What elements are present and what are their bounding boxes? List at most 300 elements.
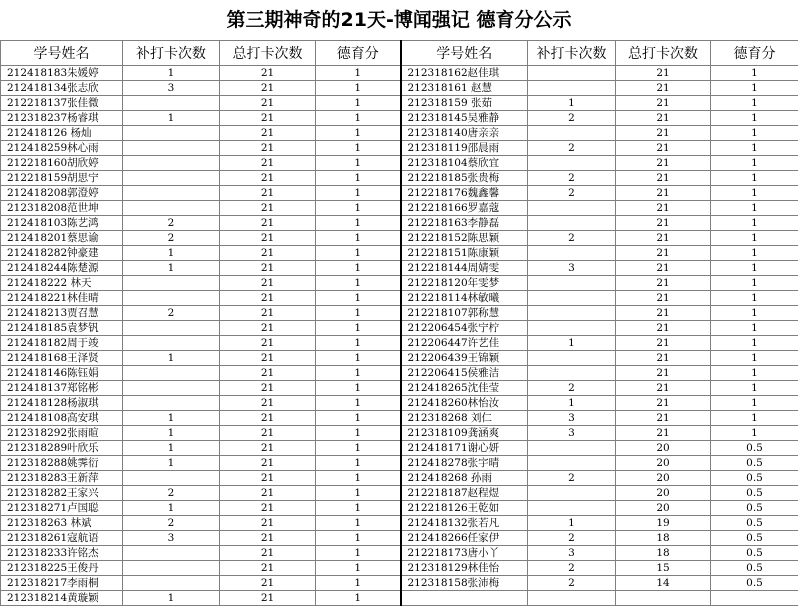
points-cell: 1 (711, 186, 798, 201)
table-row (1, 141, 798, 156)
points-cell: 1 (711, 96, 798, 111)
student-cell: 212318282王家兴 (1, 486, 123, 501)
points-cell: 0.5 (711, 546, 798, 561)
makeup-count-cell: 3 (528, 411, 616, 426)
total-count-cell: 21 (616, 336, 711, 351)
total-count-cell: 14 (616, 576, 711, 591)
makeup-count-cell (528, 591, 616, 606)
header-student: 学号姓名 (401, 41, 528, 66)
points-cell: 0.5 (711, 531, 798, 546)
points-cell: 1 (316, 456, 401, 471)
points-cell: 1 (316, 96, 401, 111)
table-row (1, 126, 798, 141)
makeup-count-cell (528, 366, 616, 381)
table-row (1, 396, 798, 411)
points-cell: 1 (316, 306, 401, 321)
student-cell: 212418259林心雨 (1, 141, 123, 156)
points-cell: 1 (316, 156, 401, 171)
points-cell: 0.5 (711, 441, 798, 456)
student-cell: 212318161 赵慧 (401, 81, 528, 96)
points-cell: 1 (316, 171, 401, 186)
student-cell: 212418201蔡思谕 (1, 231, 123, 246)
total-count-cell: 21 (220, 201, 316, 216)
student-cell: 212418171谢心妍 (401, 441, 528, 456)
total-count-cell: 21 (220, 351, 316, 366)
points-cell: 1 (711, 366, 798, 381)
total-count-cell: 21 (220, 591, 316, 606)
student-cell: 212206439王锦颖 (401, 351, 528, 366)
table-row (1, 321, 798, 336)
student-cell: 212418126 杨灿 (1, 126, 123, 141)
makeup-count-cell: 1 (123, 246, 220, 261)
total-count-cell: 15 (616, 561, 711, 576)
table-row (1, 96, 798, 111)
makeup-count-cell: 1 (528, 96, 616, 111)
makeup-count-cell (528, 291, 616, 306)
points-table (0, 40, 798, 606)
makeup-count-cell: 1 (123, 456, 220, 471)
total-count-cell: 21 (616, 111, 711, 126)
makeup-count-cell (528, 306, 616, 321)
student-cell: 212218126王乾如 (401, 501, 528, 516)
makeup-count-cell (123, 291, 220, 306)
total-count-cell: 21 (220, 231, 316, 246)
student-cell (401, 591, 528, 606)
total-count-cell: 21 (616, 126, 711, 141)
points-cell: 1 (316, 291, 401, 306)
total-count-cell: 21 (616, 366, 711, 381)
makeup-count-cell (123, 201, 220, 216)
points-cell (711, 591, 798, 606)
makeup-count-cell: 2 (123, 216, 220, 231)
points-cell: 1 (316, 231, 401, 246)
table-row (1, 381, 798, 396)
points-cell: 0.5 (711, 471, 798, 486)
makeup-count-cell: 1 (123, 261, 220, 276)
student-cell: 212218160胡欣婷 (1, 156, 123, 171)
student-cell: 212418134张志欣 (1, 81, 123, 96)
student-cell: 212318283王新萍 (1, 471, 123, 486)
total-count-cell: 21 (616, 351, 711, 366)
student-cell: 212218120年雯梦 (401, 276, 528, 291)
total-count-cell: 21 (616, 276, 711, 291)
student-cell: 212418137郑铭彬 (1, 381, 123, 396)
table-row (1, 261, 798, 276)
total-count-cell: 21 (220, 306, 316, 321)
total-count-cell: 21 (220, 276, 316, 291)
student-cell: 212318271卢国聪 (1, 501, 123, 516)
makeup-count-cell: 1 (123, 66, 220, 81)
points-cell: 0.5 (711, 516, 798, 531)
points-cell: 1 (711, 381, 798, 396)
total-count-cell: 18 (616, 531, 711, 546)
student-cell: 212318225王俊丹 (1, 561, 123, 576)
makeup-count-cell: 3 (528, 546, 616, 561)
points-cell: 1 (711, 156, 798, 171)
student-cell: 212218151陈康颖 (401, 246, 528, 261)
total-count-cell: 21 (220, 546, 316, 561)
points-cell: 1 (711, 171, 798, 186)
total-count-cell: 21 (220, 486, 316, 501)
points-cell: 1 (316, 351, 401, 366)
makeup-count-cell (123, 396, 220, 411)
student-cell: 212318109龚涵爽 (401, 426, 528, 441)
student-cell: 212418182周于竣 (1, 336, 123, 351)
student-cell: 212418213贾召慧 (1, 306, 123, 321)
table-row (1, 291, 798, 306)
makeup-count-cell (123, 471, 220, 486)
points-cell: 1 (316, 486, 401, 501)
makeup-count-cell (123, 276, 220, 291)
makeup-count-cell (528, 66, 616, 81)
makeup-count-cell (528, 456, 616, 471)
makeup-count-cell: 1 (123, 441, 220, 456)
header-makeup-count: 补打卡次数 (123, 41, 220, 66)
makeup-count-cell: 3 (123, 81, 220, 96)
makeup-count-cell: 2 (528, 141, 616, 156)
total-count-cell: 21 (220, 96, 316, 111)
makeup-count-cell: 3 (528, 261, 616, 276)
total-count-cell: 21 (220, 216, 316, 231)
total-count-cell: 21 (616, 291, 711, 306)
student-cell: 212218107郭称慧 (401, 306, 528, 321)
total-count-cell: 21 (616, 231, 711, 246)
total-count-cell: 21 (220, 111, 316, 126)
points-cell: 1 (711, 216, 798, 231)
student-cell: 212418221林佳晴 (1, 291, 123, 306)
student-cell: 212318263 林斌 (1, 516, 123, 531)
makeup-count-cell (123, 366, 220, 381)
table-row (1, 516, 798, 531)
table-row (1, 576, 798, 591)
makeup-count-cell: 2 (528, 576, 616, 591)
makeup-count-cell (123, 381, 220, 396)
student-cell: 212318268 刘仁 (401, 411, 528, 426)
makeup-count-cell (528, 351, 616, 366)
points-cell: 1 (711, 336, 798, 351)
table-row (1, 351, 798, 366)
student-cell: 212418146陈钰娟 (1, 366, 123, 381)
total-count-cell: 21 (616, 261, 711, 276)
points-cell: 0.5 (711, 501, 798, 516)
points-cell: 1 (316, 261, 401, 276)
makeup-count-cell (528, 441, 616, 456)
student-cell: 212318233许铭杰 (1, 546, 123, 561)
student-cell: 212418103陈艺鸿 (1, 216, 123, 231)
student-cell: 212418265沈佳莹 (401, 381, 528, 396)
total-count-cell: 21 (616, 66, 711, 81)
makeup-count-cell (123, 561, 220, 576)
points-cell: 1 (316, 561, 401, 576)
points-cell: 1 (711, 261, 798, 276)
header-total-count: 总打卡次数 (220, 41, 316, 66)
header-points: 德育分 (711, 41, 798, 66)
makeup-count-cell (528, 201, 616, 216)
table-row (1, 186, 798, 201)
points-cell: 1 (316, 126, 401, 141)
student-cell: 212418282钟豪建 (1, 246, 123, 261)
makeup-count-cell (123, 576, 220, 591)
makeup-count-cell: 2 (123, 231, 220, 246)
makeup-count-cell: 1 (528, 336, 616, 351)
points-cell: 0.5 (711, 486, 798, 501)
student-cell: 212218173唐小丫 (401, 546, 528, 561)
student-cell: 212318162赵佳琪 (401, 66, 528, 81)
table-row (1, 111, 798, 126)
total-count-cell: 21 (220, 366, 316, 381)
student-cell: 212206447许艺佳 (401, 336, 528, 351)
student-cell: 212318214黄璇颖 (1, 591, 123, 606)
student-cell: 212206454张宁柠 (401, 321, 528, 336)
total-count-cell: 21 (220, 396, 316, 411)
points-cell: 1 (711, 306, 798, 321)
table-row (1, 276, 798, 291)
points-cell: 1 (316, 321, 401, 336)
makeup-count-cell: 1 (123, 111, 220, 126)
total-count-cell: 21 (220, 291, 316, 306)
makeup-count-cell (123, 321, 220, 336)
points-cell: 1 (711, 141, 798, 156)
student-cell: 212418266任家伊 (401, 531, 528, 546)
total-count-cell: 21 (220, 141, 316, 156)
total-count-cell: 21 (616, 186, 711, 201)
student-cell: 212218114林敏曦 (401, 291, 528, 306)
total-count-cell: 21 (616, 381, 711, 396)
student-cell: 212318261寇航语 (1, 531, 123, 546)
points-cell: 1 (711, 291, 798, 306)
total-count-cell: 21 (616, 246, 711, 261)
table-row (1, 81, 798, 96)
makeup-count-cell: 2 (528, 231, 616, 246)
header-row (1, 41, 798, 66)
points-cell: 1 (316, 186, 401, 201)
student-cell: 212318158张沛梅 (401, 576, 528, 591)
student-cell: 212318217李雨桐 (1, 576, 123, 591)
total-count-cell: 21 (220, 561, 316, 576)
makeup-count-cell: 1 (528, 516, 616, 531)
student-cell: 212218152陈思颖 (401, 231, 528, 246)
student-cell: 212418268 孙雨 (401, 471, 528, 486)
total-count-cell: 21 (616, 81, 711, 96)
points-cell: 1 (316, 426, 401, 441)
table-row (1, 456, 798, 471)
total-count-cell: 21 (220, 531, 316, 546)
makeup-count-cell (123, 156, 220, 171)
student-cell: 212318208范世坤 (1, 201, 123, 216)
points-cell: 1 (316, 216, 401, 231)
student-cell: 212206415侯雅洁 (401, 366, 528, 381)
table-row (1, 201, 798, 216)
table-row (1, 531, 798, 546)
makeup-count-cell (123, 336, 220, 351)
points-cell: 1 (711, 66, 798, 81)
student-cell: 212318140唐亲亲 (401, 126, 528, 141)
total-count-cell: 21 (220, 576, 316, 591)
total-count-cell: 21 (220, 441, 316, 456)
points-cell: 1 (316, 366, 401, 381)
total-count-cell: 21 (220, 381, 316, 396)
total-count-cell: 21 (220, 81, 316, 96)
points-cell: 1 (316, 276, 401, 291)
student-cell: 212218185张贵梅 (401, 171, 528, 186)
total-count-cell: 20 (616, 501, 711, 516)
table-row (1, 66, 798, 81)
makeup-count-cell (528, 126, 616, 141)
table-row (1, 471, 798, 486)
total-count-cell: 18 (616, 546, 711, 561)
points-cell: 1 (316, 516, 401, 531)
total-count-cell: 21 (220, 336, 316, 351)
total-count-cell: 20 (616, 456, 711, 471)
makeup-count-cell (123, 96, 220, 111)
makeup-count-cell (123, 186, 220, 201)
page-title: 第三期神奇的21天-博闻强记 德育分公示 (0, 0, 798, 40)
points-cell: 1 (711, 426, 798, 441)
student-cell: 212318159 张茹 (401, 96, 528, 111)
total-count-cell: 21 (616, 216, 711, 231)
student-cell: 212218137张佳微 (1, 96, 123, 111)
points-cell: 1 (711, 351, 798, 366)
student-cell: 212318237杨睿琪 (1, 111, 123, 126)
student-cell: 212418278张宇晴 (401, 456, 528, 471)
total-count-cell (616, 591, 711, 606)
student-cell: 212318104蔡欣宜 (401, 156, 528, 171)
makeup-count-cell: 2 (528, 531, 616, 546)
student-cell: 212418185袁梦钒 (1, 321, 123, 336)
points-cell: 1 (316, 501, 401, 516)
total-count-cell: 21 (220, 321, 316, 336)
total-count-cell: 21 (220, 411, 316, 426)
points-cell: 1 (711, 201, 798, 216)
header-makeup-count: 补打卡次数 (528, 41, 616, 66)
student-cell: 212418260林怡汝 (401, 396, 528, 411)
makeup-count-cell (123, 546, 220, 561)
points-cell: 1 (316, 81, 401, 96)
total-count-cell: 21 (220, 456, 316, 471)
points-cell: 1 (711, 411, 798, 426)
table-row (1, 561, 798, 576)
total-count-cell: 21 (616, 201, 711, 216)
points-cell: 1 (711, 321, 798, 336)
total-count-cell: 20 (616, 471, 711, 486)
points-cell: 1 (316, 201, 401, 216)
header-student: 学号姓名 (1, 41, 123, 66)
total-count-cell: 21 (616, 396, 711, 411)
total-count-cell: 21 (616, 411, 711, 426)
makeup-count-cell: 1 (123, 591, 220, 606)
makeup-count-cell: 1 (123, 411, 220, 426)
total-count-cell: 21 (220, 261, 316, 276)
table-row (1, 441, 798, 456)
makeup-count-cell: 2 (528, 381, 616, 396)
student-cell: 212418183朱媛婷 (1, 66, 123, 81)
total-count-cell: 21 (220, 501, 316, 516)
makeup-count-cell (528, 81, 616, 96)
total-count-cell: 21 (220, 516, 316, 531)
makeup-count-cell (528, 486, 616, 501)
table-row (1, 156, 798, 171)
table-row (1, 336, 798, 351)
points-cell: 1 (711, 81, 798, 96)
points-cell: 1 (711, 231, 798, 246)
student-cell: 212318289叶欣乐 (1, 441, 123, 456)
table-row (1, 246, 798, 261)
total-count-cell: 21 (220, 471, 316, 486)
student-cell: 212218166罗嘉蔻 (401, 201, 528, 216)
makeup-count-cell: 1 (528, 396, 616, 411)
makeup-count-cell: 2 (528, 561, 616, 576)
makeup-count-cell: 2 (528, 111, 616, 126)
student-cell: 212418128杨淑琪 (1, 396, 123, 411)
total-count-cell: 19 (616, 516, 711, 531)
student-cell: 212218159胡思宁 (1, 171, 123, 186)
makeup-count-cell (123, 171, 220, 186)
makeup-count-cell: 2 (528, 471, 616, 486)
makeup-count-cell: 1 (123, 501, 220, 516)
points-cell: 1 (316, 336, 401, 351)
total-count-cell: 21 (616, 96, 711, 111)
makeup-count-cell (528, 216, 616, 231)
makeup-count-cell: 2 (528, 186, 616, 201)
points-cell: 1 (711, 126, 798, 141)
makeup-count-cell: 2 (123, 486, 220, 501)
total-count-cell: 21 (616, 306, 711, 321)
makeup-count-cell (528, 501, 616, 516)
points-cell: 1 (316, 111, 401, 126)
student-cell: 212418244陈楚源 (1, 261, 123, 276)
table-row (1, 306, 798, 321)
total-count-cell: 20 (616, 441, 711, 456)
table-row (1, 171, 798, 186)
table-row (1, 426, 798, 441)
points-cell: 1 (711, 276, 798, 291)
student-cell: 212218144周婧雯 (401, 261, 528, 276)
points-cell: 1 (316, 471, 401, 486)
points-cell: 1 (316, 531, 401, 546)
table-row (1, 366, 798, 381)
student-cell: 212418168王泽贤 (1, 351, 123, 366)
table-row (1, 231, 798, 246)
points-cell: 1 (316, 591, 401, 606)
makeup-count-cell: 2 (123, 306, 220, 321)
makeup-count-cell: 2 (528, 171, 616, 186)
table-row (1, 501, 798, 516)
points-cell: 1 (316, 381, 401, 396)
points-cell: 1 (316, 441, 401, 456)
makeup-count-cell (123, 141, 220, 156)
makeup-count-cell (528, 156, 616, 171)
table-row (1, 591, 798, 606)
header-points: 德育分 (316, 41, 401, 66)
total-count-cell: 21 (220, 171, 316, 186)
makeup-count-cell (528, 321, 616, 336)
student-cell: 212418108高安琪 (1, 411, 123, 426)
total-count-cell: 21 (616, 171, 711, 186)
points-cell: 1 (711, 111, 798, 126)
total-count-cell: 21 (220, 126, 316, 141)
student-cell: 212218163李静磊 (401, 216, 528, 231)
makeup-count-cell: 3 (528, 426, 616, 441)
student-cell: 212418222 林天 (1, 276, 123, 291)
points-cell: 1 (316, 546, 401, 561)
total-count-cell: 20 (616, 486, 711, 501)
points-cell: 0.5 (711, 561, 798, 576)
makeup-count-cell: 1 (123, 426, 220, 441)
makeup-count-cell (123, 126, 220, 141)
points-cell: 1 (316, 66, 401, 81)
total-count-cell: 21 (616, 156, 711, 171)
total-count-cell: 21 (616, 426, 711, 441)
